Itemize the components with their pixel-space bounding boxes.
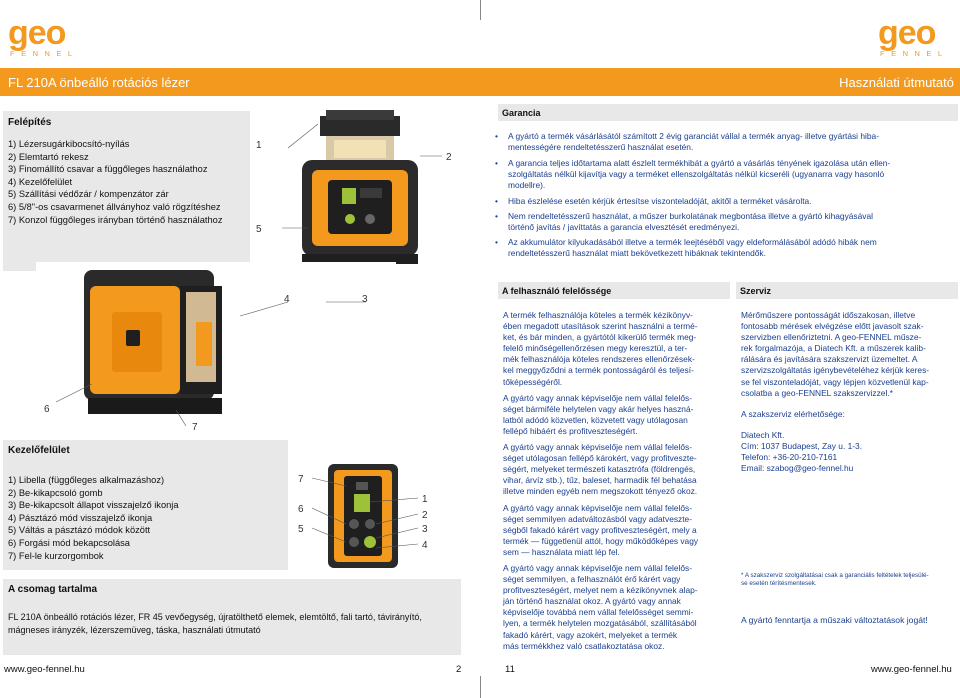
text-line: • Az akkumulátor kilyukadásából illetve a termék leejtéséből vagy eldeformálásából adódó hibák nem	[508, 237, 877, 247]
callout-label: 4	[284, 294, 290, 305]
paragraph	[503, 310, 729, 388]
list-item: 6) 5/8"-os csavarmenet állványhoz való rögzítéshez	[8, 201, 221, 212]
szerviz-header: Szerviz	[736, 282, 958, 299]
kezelofelulet-title: Kezelőfelület	[8, 445, 70, 456]
footer-url-right[interactable]: www.geo-fennel.hu	[871, 664, 952, 675]
text-line: termék — függetlenül attól, hogy működőképes vagy	[503, 535, 699, 546]
garancia-header: Garancia	[498, 104, 958, 121]
text-line: fakadó kárért, vagy azokért, melyeket a termék	[503, 629, 678, 640]
callout-label: 6	[298, 504, 304, 515]
paragraph	[503, 393, 729, 437]
text-line: séget bármiféle helytelen vagy akár helyes haszná-	[503, 403, 694, 414]
text-line: * A szakszerviz szolgáltatásai csak a garanciális feltételek teljesülé-	[741, 572, 929, 579]
text-line: se esetén térítésmentesek.	[741, 580, 817, 587]
list-item: 6) Forgási mód bekapcsolása	[8, 537, 130, 548]
header-banner	[0, 68, 960, 96]
szerviz-text	[741, 310, 957, 474]
text-line: felelő minőségellenőrzésen megy keresztül, a ter-	[503, 343, 688, 354]
text-line: ében megadott utasítások szerint használni a termé-	[503, 321, 698, 332]
callout-label: 7	[192, 422, 198, 433]
text-line: Cím: 1037 Budapest, Zay u. 1-3.	[741, 440, 863, 451]
callout-label: 3	[422, 524, 428, 535]
text-line: séget utólagosan fellépő károkért, vagy profitveszte-	[503, 453, 697, 464]
text-line: séget semmilyen, a felhasználót érő kárért vagy	[503, 574, 681, 585]
brand-logo-word: geo	[878, 14, 936, 52]
list-item: 5) Szállítási védőzár / kompenzátor zár	[8, 189, 169, 200]
brand-logo-left	[8, 14, 79, 58]
control-panel-photo	[290, 458, 440, 576]
kezelofelulet-list	[8, 474, 283, 562]
text-line: A gyártó vagy annak képviselője nem vállal felelős-	[503, 502, 693, 513]
text-line: profitveszteségért, melyet nem a kézikönyvnek alap-	[503, 585, 698, 596]
felelosseg-header: A felhasználó felelőssége	[498, 282, 730, 299]
szerviz-contact-label: A szakszerviz elérhetősége:	[741, 408, 845, 419]
text-line: lyen, a termék helytelen mozgatásából, szállításából	[503, 618, 697, 629]
text-line: séget semmilyen adatváltozásból vagy adatveszte-	[503, 513, 693, 524]
text-line: • Nem rendeltetésszerű használat, a műszer burkolatának megbontása illetve a gyártó kihagyásával	[508, 211, 873, 221]
callout-label: 2	[422, 510, 428, 521]
crop-mark-bottom	[480, 676, 481, 698]
list-item: 7) Fel-le kurzorgombok	[8, 550, 104, 561]
page-number-left: 2	[456, 664, 462, 675]
list-item: 4) Pásztázó mód visszajelző ikonja	[8, 512, 153, 523]
csomag-line: FL 210A önbeálló rotációs lézer, FR 45 vevőegység, újratölthető elemek, elemtöltő, fali tartó, távirányító,	[8, 612, 422, 622]
crop-mark-top	[480, 0, 481, 20]
laser-side-photo	[36, 262, 396, 436]
text-line: más termékkhez való csatlakoztatása okoz.	[503, 640, 665, 651]
laser-front-illustration	[252, 104, 478, 276]
laser-front-photo	[252, 104, 478, 276]
list-item: 7) Konzol függőleges irányban történő használathoz	[8, 214, 223, 225]
text-line: ján történő használat okoz. A gyártó vagy annak	[503, 596, 681, 607]
text-line: csolatba a geo-FENNEL szakszervizzel.*	[741, 387, 893, 398]
list-item: 5) Váltás a pásztázó módok között	[8, 525, 151, 536]
text-line: ket, és bár minden, a gyártótól kikerülő termék meg-	[503, 332, 697, 343]
callout-label: 5	[256, 224, 262, 235]
paragraph	[503, 563, 729, 652]
text-line: rek forgalmazója, a Diatech Kft. a műszerek kalib-	[741, 343, 926, 354]
text-line: rálására és javítására szakszervizt üzemeltet. A	[741, 354, 918, 365]
text-line: mentességére rendeltetésszerű használat esetén.	[508, 142, 694, 152]
list-item: 4) Kezelőfelület	[8, 176, 73, 187]
callout-label: 1	[256, 140, 262, 151]
brand-logo-word: geo	[8, 14, 66, 52]
laser-side-illustration	[36, 262, 396, 436]
callout-label: 5	[298, 524, 304, 535]
text-line: szervizszolgáltatás igénybevételéhez kérjük keres-	[741, 365, 930, 376]
list-item: 1) Libella (függőleges alkalmazáshoz)	[8, 475, 165, 485]
garancia-bullet	[508, 196, 954, 207]
garancia-bullet	[508, 237, 954, 259]
garancia-bullet	[508, 131, 954, 153]
text-line: vihar, árvíz stb.), tűz, baleset, harmadik fél behatása	[503, 475, 697, 486]
csomag-title: A csomag tartalma	[8, 584, 98, 595]
text-line: Diatech Kft.	[741, 429, 785, 440]
text-line: szolgáltatás nélkül kijavítja vagy a terméket ellenszolgáltatás nélkül kicseréli (ugyanarra vagy hasonló	[508, 169, 885, 179]
felepites-title: Felépítés	[8, 117, 52, 128]
szerviz-notice: A gyártó fenntartja a műszaki változtatások jogát!	[741, 615, 928, 625]
callout-label: 2	[446, 152, 452, 163]
felepites-panel	[3, 111, 250, 271]
text-line: mék felhasználója köteles rendszeres ellenőrzések-	[503, 354, 695, 365]
document-title: FL 210A önbeálló rotációs lézer	[8, 74, 190, 90]
felepites-list	[8, 138, 245, 226]
text-line: latból adódó közvetlen, közvetett vagy utólagosan	[503, 414, 688, 425]
text-line: fontosabb mérések elvégzése előtt javasolt szak-	[741, 321, 924, 332]
kezelofelulet-panel	[3, 440, 288, 570]
text-line: kel meggyőződni a termék pontosságáról és teljesí-	[503, 365, 694, 376]
page-number-right: 11	[505, 664, 515, 675]
csomag-panel	[3, 579, 461, 655]
list-item: 3) Be-kikapcsolt állapot visszajelző ikonja	[8, 500, 179, 511]
brand-logo-right	[878, 14, 949, 58]
brand-logo-sub: FENNEL	[880, 49, 949, 58]
text-line: Mérőműszere pontosságát időszakosan, illetve	[741, 310, 916, 320]
text-line: • A garancia teljes időtartama alatt észlelt termékhibát a gyártó a vásárlás tényének igazolása után ellen-	[508, 158, 891, 168]
text-line: • Hiba észlelése esetén kérjük értesítse viszonteladóját, akitől a terméket vásárolta.	[508, 196, 812, 206]
text-line: A termék felhasználója köteles a termék kézikönyv-	[503, 310, 693, 320]
paragraph	[503, 442, 729, 497]
paragraph	[503, 503, 729, 558]
document-type: Használati útmutató	[839, 74, 954, 90]
text-line: tőképességéről.	[503, 376, 563, 387]
felelosseg-text	[503, 310, 729, 652]
callout-label: 3	[362, 294, 368, 305]
text-line: se fel viszonteladóját, vagy lépjen közvetlenül kap-	[741, 376, 929, 387]
list-item: 3) Finomállító csavar a függőleges használathoz	[8, 164, 208, 175]
garancia-bullet	[508, 158, 954, 191]
text-line: ségből fakadó kárért vagy profitveszteségért, mely a	[503, 524, 697, 535]
control-panel-illustration	[290, 458, 440, 576]
brand-logo-sub: FENNEL	[10, 49, 79, 58]
list-item: 2) Elemtartó rekesz	[8, 151, 89, 162]
text-line: sem — használata miatt lép fel.	[503, 546, 620, 557]
callout-label: 4	[422, 540, 428, 551]
text-line: illetve minden egyéb nem megszokott tényező okoz.	[503, 486, 698, 497]
text-line: Email: szabog@geo-fennel.hu	[741, 463, 854, 474]
text-line: Telefon: +36-20-210-7161	[741, 452, 838, 463]
text-line: modellre).	[508, 180, 546, 190]
text-line: rendeltetésszerű használat miatt bekövetkezett hibáknak tekintendők.	[508, 248, 766, 258]
csomag-line: mágneses irányzék, lézerszemüveg, táska, használati útmutató	[8, 624, 261, 635]
text-line: A gyártó vagy annak képviselője nem vállal felelős-	[503, 392, 693, 403]
footer-url-left[interactable]: www.geo-fennel.hu	[4, 664, 85, 675]
text-line: történő javítás / javíttatás a garancia elvesztését eredményezi.	[508, 222, 740, 232]
garancia-bullet	[508, 211, 954, 233]
callout-label: 7	[298, 474, 304, 485]
paragraph	[741, 310, 957, 399]
callout-label: 6	[44, 404, 50, 415]
callout-label: 1	[422, 494, 428, 505]
list-item: 2) Be-kikapcsoló gomb	[8, 487, 103, 498]
text-line: ségért, melyeket természeti katasztrófa (földrengés,	[503, 464, 696, 475]
szerviz-contact	[741, 430, 957, 474]
text-line: képviselője továbbá nem vállal felelősséget semmi-	[503, 607, 694, 618]
text-line: szervizben ellenőriztetni. A geo-FENNEL műsze-	[741, 332, 922, 343]
list-item: 1) Lézersugárkibocsító-nyílás	[8, 139, 130, 149]
text-line: A gyártó vagy annak képviselője nem vállal felelős-	[503, 562, 693, 573]
text-line: • A gyártó a termék vásárlásától számított 2 évig garanciát vállal a termék anyag- illetve gyártási hiba-	[508, 131, 879, 141]
szerviz-footnote	[741, 572, 957, 588]
text-line: fellépő hibáért és profitveszteségért.	[503, 425, 638, 436]
text-line: A gyártó vagy annak képviselője nem vállal felelős-	[503, 442, 693, 453]
